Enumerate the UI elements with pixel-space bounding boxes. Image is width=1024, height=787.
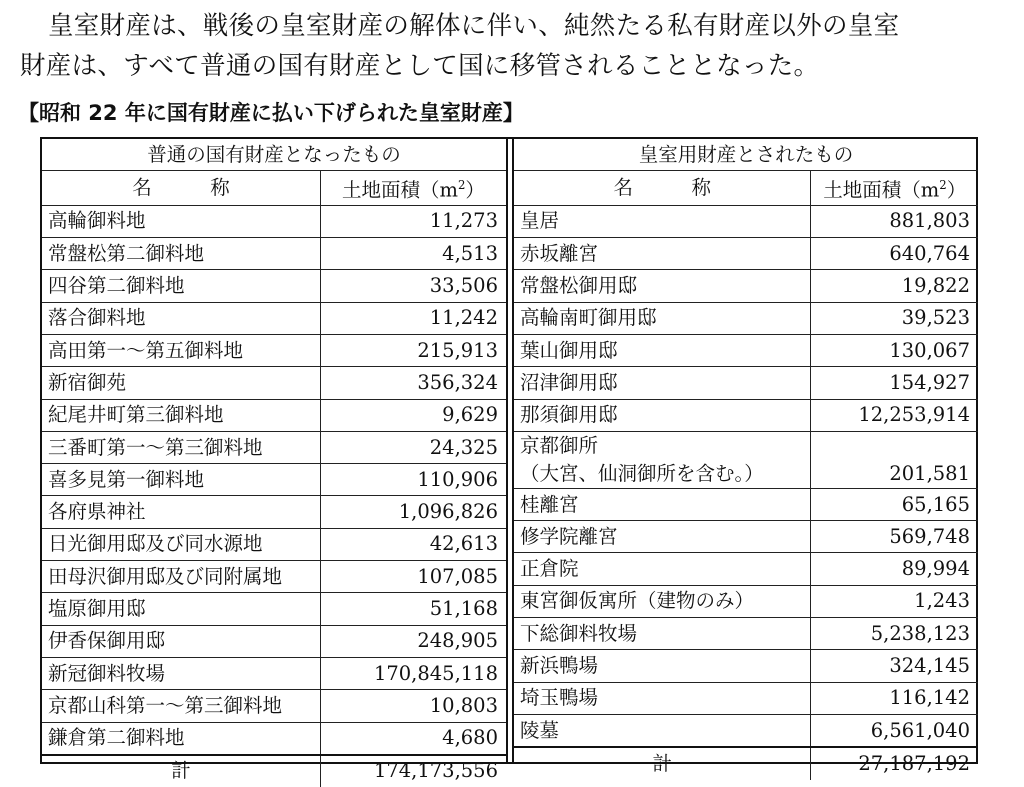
land-area: 356,324: [320, 367, 506, 399]
land-area: 5,238,123: [811, 618, 978, 650]
land-area: 4,513: [320, 238, 506, 270]
table-row: [514, 682, 978, 714]
table-row: [42, 238, 506, 270]
table-row: [42, 690, 506, 722]
table-row: [514, 302, 978, 334]
right-col-area-header: [811, 171, 978, 206]
property-name: [514, 431, 811, 488]
property-name: 修学院離宮: [514, 521, 811, 553]
property-name: 伊香保御用邸: [42, 625, 320, 657]
table-row: [42, 528, 506, 560]
property-name: 京都山科第一～第三御料地: [42, 690, 320, 722]
land-area: 110,906: [320, 464, 506, 496]
property-name: 喜多見第一御料地: [42, 464, 320, 496]
property-name: 正倉院: [514, 553, 811, 585]
property-name: 紀尾井町第三御料地: [42, 399, 320, 431]
intro-paragraph: [20, 6, 1010, 86]
table-row: [514, 334, 978, 366]
property-name: 新冠御料牧場: [42, 657, 320, 689]
land-area: 6,561,040: [811, 714, 978, 747]
table-row: [42, 561, 506, 593]
property-table: [40, 137, 978, 783]
table-row: [42, 431, 506, 463]
property-name: 沼津御用邸: [514, 367, 811, 399]
right-total-row: [514, 747, 978, 779]
national-property-table: [42, 139, 508, 783]
table-row: [514, 521, 978, 553]
table-row: [514, 553, 978, 585]
land-area: 9,629: [320, 399, 506, 431]
land-area: 640,764: [811, 238, 978, 270]
land-area: 248,905: [320, 625, 506, 657]
left-caption: 普通の国有財産となったもの: [42, 139, 506, 171]
table-row: [514, 205, 978, 237]
property-name: 常盤松御用邸: [514, 270, 811, 302]
right-caption: 皇室用財産とされたもの: [514, 139, 978, 171]
property-name: 那須御用邸: [514, 399, 811, 431]
land-area: 324,145: [811, 650, 978, 682]
land-area: 569,748: [811, 521, 978, 553]
land-area: 42,613: [320, 528, 506, 560]
property-name: 田母沢御用邸及び同附属地: [42, 561, 320, 593]
intro-line-1: 皇室財産は、戦後の皇室財産の解体に伴い、純然たる私有財産以外の皇室: [48, 11, 900, 41]
land-area: 170,845,118: [320, 657, 506, 689]
land-area: 1,243: [811, 585, 978, 617]
property-name: 新宿御苑: [42, 367, 320, 399]
table-row: [514, 399, 978, 431]
property-name: 赤坂離宮: [514, 238, 811, 270]
table-heading: 【昭和 22 年に国有財産に払い下げられた皇室財産】: [18, 101, 524, 125]
table-row: [42, 722, 506, 755]
property-name: 皇居: [514, 205, 811, 237]
left-header-row: [42, 171, 506, 206]
property-name: 四谷第二御料地: [42, 270, 320, 302]
property-name: 陵墓: [514, 714, 811, 747]
table-row: [514, 618, 978, 650]
land-area: 130,067: [811, 334, 978, 366]
right-col-name-header: 名 称: [514, 171, 811, 206]
right-caption-row: [514, 139, 978, 171]
table-row: [42, 270, 506, 302]
land-area: 65,165: [811, 488, 978, 520]
right-header-row: [514, 171, 978, 206]
right-area-label: 土地面積（m: [823, 178, 940, 202]
table-row: [514, 367, 978, 399]
property-name: 落合御料地: [42, 302, 320, 334]
table-row: [42, 657, 506, 689]
right-area-sup: 2: [939, 178, 947, 193]
left-total-row: [42, 755, 506, 787]
intro-line-2: 財産は、すべて普通の国有財産として国に移管されることとなった。: [20, 51, 820, 81]
land-area: 51,168: [320, 593, 506, 625]
table-row: [514, 714, 978, 747]
land-area: 11,273: [320, 205, 506, 237]
total-value: 174,173,556: [320, 755, 506, 787]
property-name: 高輪御料地: [42, 205, 320, 237]
land-area: 116,142: [811, 682, 978, 714]
left-area-close: ）: [465, 178, 485, 202]
left-col-area-header: [320, 171, 506, 206]
land-area: 881,803: [811, 205, 978, 237]
property-name: 東宮御仮寓所（建物のみ）: [514, 585, 811, 617]
land-area: 89,994: [811, 553, 978, 585]
land-area: 10,803: [320, 690, 506, 722]
land-area: 1,096,826: [320, 496, 506, 528]
imperial-property-table: [512, 139, 978, 775]
table-row: [514, 585, 978, 617]
property-name: 常盤松第二御料地: [42, 238, 320, 270]
property-name: 桂離宮: [514, 488, 811, 520]
table-row: [42, 399, 506, 431]
property-name: 塩原御用邸: [42, 593, 320, 625]
table-row: [514, 488, 978, 520]
table-row: [42, 496, 506, 528]
table-row: [42, 302, 506, 334]
table-row: [42, 205, 506, 237]
land-area: 39,523: [811, 302, 978, 334]
total-label: 計: [42, 755, 320, 787]
total-label: 計: [514, 747, 811, 779]
land-area: 107,085: [320, 561, 506, 593]
left-col-name-header: 名 称: [42, 171, 320, 206]
land-area: 33,506: [320, 270, 506, 302]
property-name: 各府県神社: [42, 496, 320, 528]
right-area-close: ）: [946, 178, 967, 202]
table-row: [42, 334, 506, 366]
table-row: [514, 270, 978, 302]
property-name: 葉山御用邸: [514, 334, 811, 366]
land-area: 24,325: [320, 431, 506, 463]
property-name: 日光御用邸及び同水源地: [42, 528, 320, 560]
property-name: 高田第一～第五御料地: [42, 334, 320, 366]
left-area-label: 土地面積（m: [341, 178, 458, 202]
land-area: 19,822: [811, 270, 978, 302]
land-area: 4,680: [320, 722, 506, 755]
kyoto-name-line-2: （大宮、仙洞御所を含む。）: [520, 461, 764, 485]
table-row: [42, 593, 506, 625]
kyoto-name-line-1: 京都御所: [520, 433, 599, 457]
total-value: 27,187,192: [811, 747, 978, 779]
table-row: [42, 625, 506, 657]
property-name: 下総御料牧場: [514, 618, 811, 650]
table-row: [42, 464, 506, 496]
table-row: [514, 650, 978, 682]
land-area: 11,242: [320, 302, 506, 334]
property-name: 鎌倉第二御料地: [42, 722, 320, 755]
table-row: [42, 367, 506, 399]
land-area: 215,913: [320, 334, 506, 366]
property-name: 三番町第一～第三御料地: [42, 431, 320, 463]
property-name: 埼玉鴨場: [514, 682, 811, 714]
land-area: 201,581: [811, 431, 978, 488]
land-area: 12,253,914: [811, 399, 978, 431]
property-name: 新浜鴨場: [514, 650, 811, 682]
land-area: 154,927: [811, 367, 978, 399]
left-caption-row: [42, 139, 506, 171]
left-area-sup: 2: [457, 178, 466, 193]
property-name: 高輪南町御用邸: [514, 302, 811, 334]
table-row: [514, 238, 978, 270]
